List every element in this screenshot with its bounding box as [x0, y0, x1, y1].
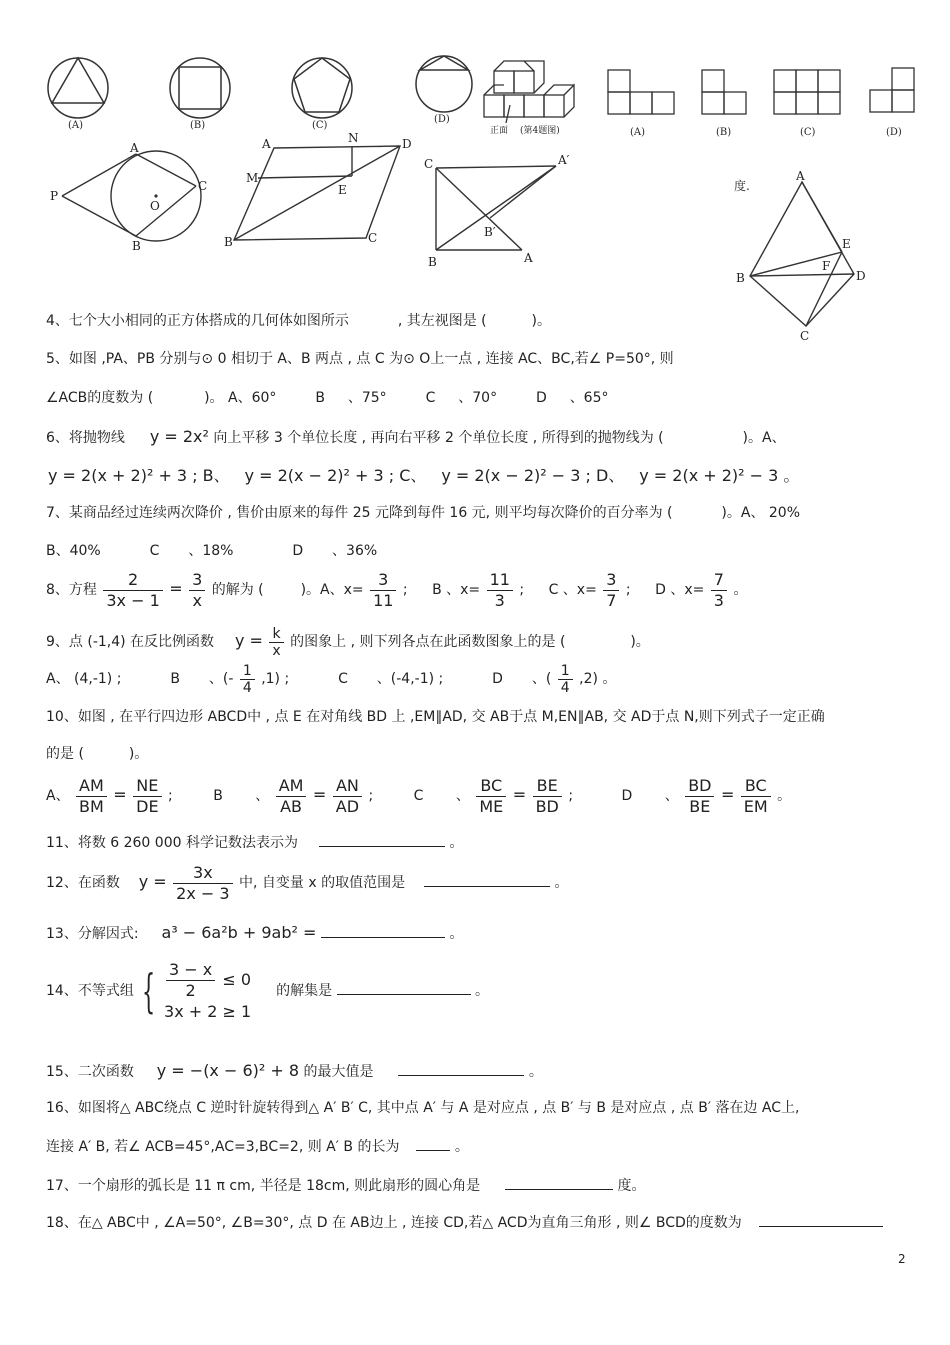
denominator: x: [192, 590, 202, 610]
numerator: AM: [76, 776, 107, 797]
denominator: AB: [280, 796, 303, 816]
fraction: [276, 776, 307, 817]
answer-blank[interactable]: [505, 1177, 613, 1190]
question-text: )。A、: [742, 430, 786, 446]
question-8: 8、方程 $\frac{2}{3x - 1}$ = $\frac{3}{x}$ 的解为 ( )。A、x= $\frac{3}{11}$ ; B 、x= $\frac{11}{3}$ ; C 、x= $\frac{3}{7}$ ; D 、x= $\frac{7}{3}$ 。: [46, 569, 748, 610]
question-16-line1: 16、如图将△ ABC绕点 C 逆时针旋转得到△ A′ B′ C, 其中点 A′ 与 A 是对应点 , 点 B′ 与 B 是对应点 , 点 B′ 落在边 AC上,: [46, 1100, 800, 1116]
point-label: M: [246, 171, 259, 185]
question-text: 11、将数 6 260 000 科学记数法表示为: [46, 835, 298, 851]
question-6-line2: [48, 467, 799, 486]
fraction: [741, 776, 771, 817]
option: C 、x=: [548, 582, 597, 598]
fraction: [476, 776, 506, 817]
question-text: 8、方程: [46, 582, 97, 598]
fraction: [685, 776, 714, 817]
question-text: 9、点 (-1,4) 在反比例函数: [46, 634, 215, 650]
question-16-line2: [46, 1138, 469, 1156]
question-5-line1: 5、如图 ,PA、PB 分别与⊙ 0 相切于 A、B 两点 , 点 C 为⊙ O上一点 , 连接 AC、BC,若∠ P=50°, 则: [46, 351, 674, 367]
brace-symbol: {: [142, 964, 156, 1018]
denominator: 7: [606, 590, 617, 610]
numerator: 11: [487, 570, 513, 591]
question-text: 18、在△ ABC中 , ∠A=50°, ∠B=30°, 点 D 在 AB边上 , 连接 CD,若△ ACD为直角三角形 , 则∠ BCD的度数为: [46, 1215, 742, 1231]
question-6-line1: [46, 428, 786, 447]
option: A、: [46, 788, 70, 804]
question-text: )。: [630, 634, 650, 650]
option: y = 2(x + 2)² − 3 。: [639, 466, 800, 485]
denominator: 4: [242, 679, 252, 696]
question-18: [46, 1214, 883, 1232]
fraction: [103, 570, 162, 611]
question-text: , 其左视图是 (: [397, 313, 487, 329]
question-text: 连接 A′ B, 若∠ ACB=45°,AC=3,BC=2, 则 A′ B 的长为: [46, 1139, 400, 1155]
numerator: 3x: [173, 863, 232, 884]
numerator: 3: [603, 570, 619, 591]
point-label: E: [842, 237, 851, 251]
figure-kite: [730, 168, 880, 343]
fraction: [370, 570, 396, 611]
denominator: 2: [185, 980, 196, 1000]
figure-caption: (第4题图): [520, 126, 560, 136]
denominator: 2x − 3: [176, 883, 230, 903]
option-label: (D): [434, 114, 450, 125]
point-label: B: [132, 239, 141, 253]
option: D: [292, 543, 304, 559]
question-text: 。: [528, 1064, 543, 1080]
option-label: (C): [312, 120, 328, 131]
answer-blank[interactable]: [321, 925, 445, 938]
fraction: [166, 960, 215, 1001]
option: y = 2(x + 2)² + 3 ; B、: [48, 466, 230, 485]
numerator: BC: [476, 776, 506, 797]
question-text: 15、二次函数: [46, 1064, 134, 1080]
option: 、70°: [458, 390, 498, 406]
answer-blank[interactable]: [337, 982, 471, 995]
question-text: 。: [554, 875, 569, 891]
option: B: [213, 788, 223, 804]
option: y = 2(x − 2)² + 3 ; C、: [244, 466, 427, 485]
question-text: 中, 自变量 x 的取值范围是: [239, 875, 406, 891]
option-label: (C): [800, 127, 816, 138]
fraction: [711, 570, 727, 611]
denominator: BD: [535, 796, 559, 816]
question-5-line2: [46, 389, 609, 407]
denominator: DE: [136, 796, 159, 816]
point-label: C: [424, 157, 434, 171]
fraction: [533, 776, 562, 817]
numerator: 3 − x: [166, 960, 215, 981]
option: 、(-: [208, 671, 234, 687]
numerator: BD: [685, 776, 714, 797]
denominator: 3: [494, 590, 505, 610]
option-label: (D): [886, 127, 902, 138]
question-4: [46, 312, 551, 330]
point-label: C: [800, 329, 810, 343]
point-label: C: [198, 179, 208, 193]
numerator: 1: [240, 663, 255, 680]
question-7-line1: [46, 504, 800, 522]
question-text: 13、分解因式:: [46, 926, 139, 942]
equals-sign: =: [169, 579, 183, 598]
point-label: B: [224, 235, 233, 249]
option: C: [413, 788, 424, 804]
option: 、(: [531, 671, 552, 687]
figure-cube-solid: [480, 55, 590, 140]
option: D: [492, 671, 503, 687]
fraction: [269, 626, 283, 659]
math-expression: y = −(x − 6)² + 8: [156, 1061, 300, 1080]
question-text: 7、某商品经过连续两次降价 , 售价由原来的每件 25 元降到每件 16 元, 则平均每次降价的百分率为 (: [46, 505, 673, 521]
numerator: 1: [558, 663, 573, 680]
denominator: 3x − 1: [106, 590, 160, 610]
front-label: 正面: [490, 126, 509, 136]
figure-parallelogram: [222, 132, 422, 252]
denominator: AD: [335, 796, 360, 816]
option: B、40%: [46, 543, 101, 559]
option: 、36%: [332, 543, 378, 559]
numerator: BE: [533, 776, 562, 797]
answer-end: )。: [204, 390, 224, 406]
fraction: [558, 663, 573, 696]
point-label: B: [428, 255, 437, 269]
numerator: AM: [276, 776, 307, 797]
question-text: 的解集是: [276, 983, 333, 999]
question-text: 。: [449, 835, 464, 851]
question-11: [46, 834, 463, 852]
answer-blank[interactable]: [416, 1138, 450, 1151]
question-text: ∠ACB的度数为 (: [46, 390, 154, 406]
question-text: 的是 (: [46, 746, 84, 762]
question-13: [46, 924, 463, 943]
point-label: D: [402, 137, 412, 151]
page-number: 2: [898, 1252, 906, 1266]
question-text: )。: [128, 746, 149, 762]
fraction: [240, 663, 255, 696]
option-label: (A): [630, 127, 646, 138]
numerator: BC: [741, 776, 771, 797]
figure-tangent-circle: [48, 138, 228, 253]
option-label: (B): [716, 127, 732, 138]
point-label: P: [50, 189, 59, 203]
numerator: NE: [133, 776, 161, 797]
option: 、(-4,-1) ;: [376, 671, 444, 687]
option: B 、x=: [432, 582, 481, 598]
question-9-line1: [46, 620, 650, 663]
option-label: (A): [68, 120, 84, 131]
denominator: 3: [713, 590, 724, 610]
point-label: O: [150, 199, 160, 213]
inequality-line: 3x + 2 ≥ 1: [164, 1001, 252, 1021]
option: B: [170, 671, 180, 687]
numerator: 3: [189, 570, 205, 591]
question-text: 的解为 (: [211, 582, 264, 598]
point-label: B: [736, 271, 745, 285]
option: D: [621, 788, 633, 804]
point-label: A: [524, 251, 533, 265]
math-expression: a³ − 6a²b + 9ab² =: [161, 923, 317, 942]
point-label: A: [262, 137, 271, 151]
math-y: y =: [234, 631, 263, 650]
denominator: ME: [479, 796, 504, 816]
fraction: [133, 776, 161, 817]
option: C: [338, 671, 348, 687]
option: C: [425, 390, 436, 406]
point-label: A′: [558, 153, 570, 167]
numerator: k: [269, 626, 283, 643]
point-label: B′: [484, 225, 496, 239]
point-label: F: [822, 259, 831, 273]
answer-blank[interactable]: [759, 1214, 883, 1227]
point-label: C: [368, 231, 378, 245]
math-expression: y = 2x²: [149, 427, 209, 446]
figure-inscribed-polygons: [40, 48, 470, 133]
option: 、65°: [569, 390, 609, 406]
question-15: [46, 1062, 543, 1081]
answer-blank[interactable]: [424, 874, 550, 887]
option-label: (B): [190, 120, 206, 131]
figure-rotation: [422, 152, 582, 270]
point-label: E: [338, 183, 347, 197]
kite-prefix: 度.: [734, 179, 750, 193]
fraction: [603, 570, 619, 611]
question-text: 的最大值是: [303, 1064, 374, 1080]
denominator: x: [272, 642, 281, 659]
question-text: 。: [475, 983, 489, 999]
inequality-system: [164, 960, 251, 1023]
answer-blank[interactable]: [398, 1063, 524, 1076]
question-10-line2: [46, 745, 148, 763]
fraction: [76, 776, 107, 817]
fraction: [333, 776, 362, 817]
option: y = 2(x − 2)² − 3 ; D、: [441, 466, 625, 485]
option: D 、x=: [655, 582, 705, 598]
numerator: 3: [370, 570, 396, 591]
question-text: 6、将抛物线: [46, 430, 125, 446]
option: 、18%: [188, 543, 234, 559]
relation: ≤ 0: [222, 969, 252, 989]
question-text: )。A、x=: [300, 582, 364, 598]
point-label: A: [130, 141, 139, 155]
math-y: y =: [138, 872, 167, 891]
question-text: 度。: [617, 1178, 646, 1194]
question-14: [46, 956, 489, 1026]
question-text: 的图象上 , 则下列各点在此函数图象上的是 (: [290, 634, 566, 650]
fraction: [189, 570, 205, 611]
denominator: 4: [560, 679, 570, 696]
question-text: 17、一个扇形的弧长是 11 π cm, 半径是 18cm, 则此扇形的圆心角是: [46, 1178, 481, 1194]
point-label: N: [348, 131, 359, 145]
question-text: 向上平移 3 个单位长度 , 再向右平移 2 个单位长度 , 所得到的抛物线为 (: [213, 430, 664, 446]
question-text: 。: [454, 1139, 469, 1155]
numerator: 7: [711, 570, 727, 591]
question-text: 。: [449, 926, 464, 942]
option: 、75°: [347, 390, 387, 406]
figure-cube-views: [600, 62, 920, 142]
fraction: [487, 570, 513, 611]
option: B: [315, 390, 325, 406]
denominator: 11: [373, 590, 394, 610]
answer-blank[interactable]: [319, 834, 445, 847]
question-12: [46, 860, 568, 905]
option: ,2) 。: [579, 671, 617, 687]
question-10-options: A、 $\frac{AM}{BM}$ = $\frac{NE}{DE}$ ; B 、 $\frac{AM}{AB}$ = $\frac{AN}{AD}$ ; C 、 $\frac{BC}{ME}$ = $\frac{BE}{BD}$ ; D 、 $\frac{BD}{BE}$ = $\frac{BC}{EM}$ 。: [46, 775, 792, 816]
option: C: [149, 543, 160, 559]
denominator: BE: [689, 796, 711, 816]
option: A、 (4,-1) ;: [46, 671, 122, 687]
numerator: 2: [103, 570, 162, 591]
question-7-line2: [46, 542, 377, 560]
question-text: )。A、 20%: [721, 505, 801, 521]
numerator: AN: [333, 776, 362, 797]
denominator: BM: [79, 796, 104, 816]
fraction: [173, 863, 232, 904]
question-text: 12、在函数: [46, 875, 120, 891]
option: D: [536, 390, 547, 406]
option: ,1) ;: [261, 671, 290, 687]
question-9-line2: [46, 658, 616, 700]
denominator: EM: [743, 796, 768, 816]
question-text: 14、不等式组: [46, 983, 134, 999]
option: A、60°: [228, 390, 277, 406]
question-text: 4、七个大小相同的正方体搭成的几何体如图所示: [46, 313, 349, 329]
point-label: A: [796, 169, 805, 183]
question-17: [46, 1177, 646, 1195]
question-text: )。: [531, 313, 551, 329]
point-label: D: [856, 269, 866, 283]
question-10-line1: 10、如图 , 在平行四边形 ABCD中 , 点 E 在对角线 BD 上 ,EM∥AD, 交 AB于点 M,EN∥AB, 交 AD于点 N,则下列式子一定正确: [46, 709, 825, 725]
